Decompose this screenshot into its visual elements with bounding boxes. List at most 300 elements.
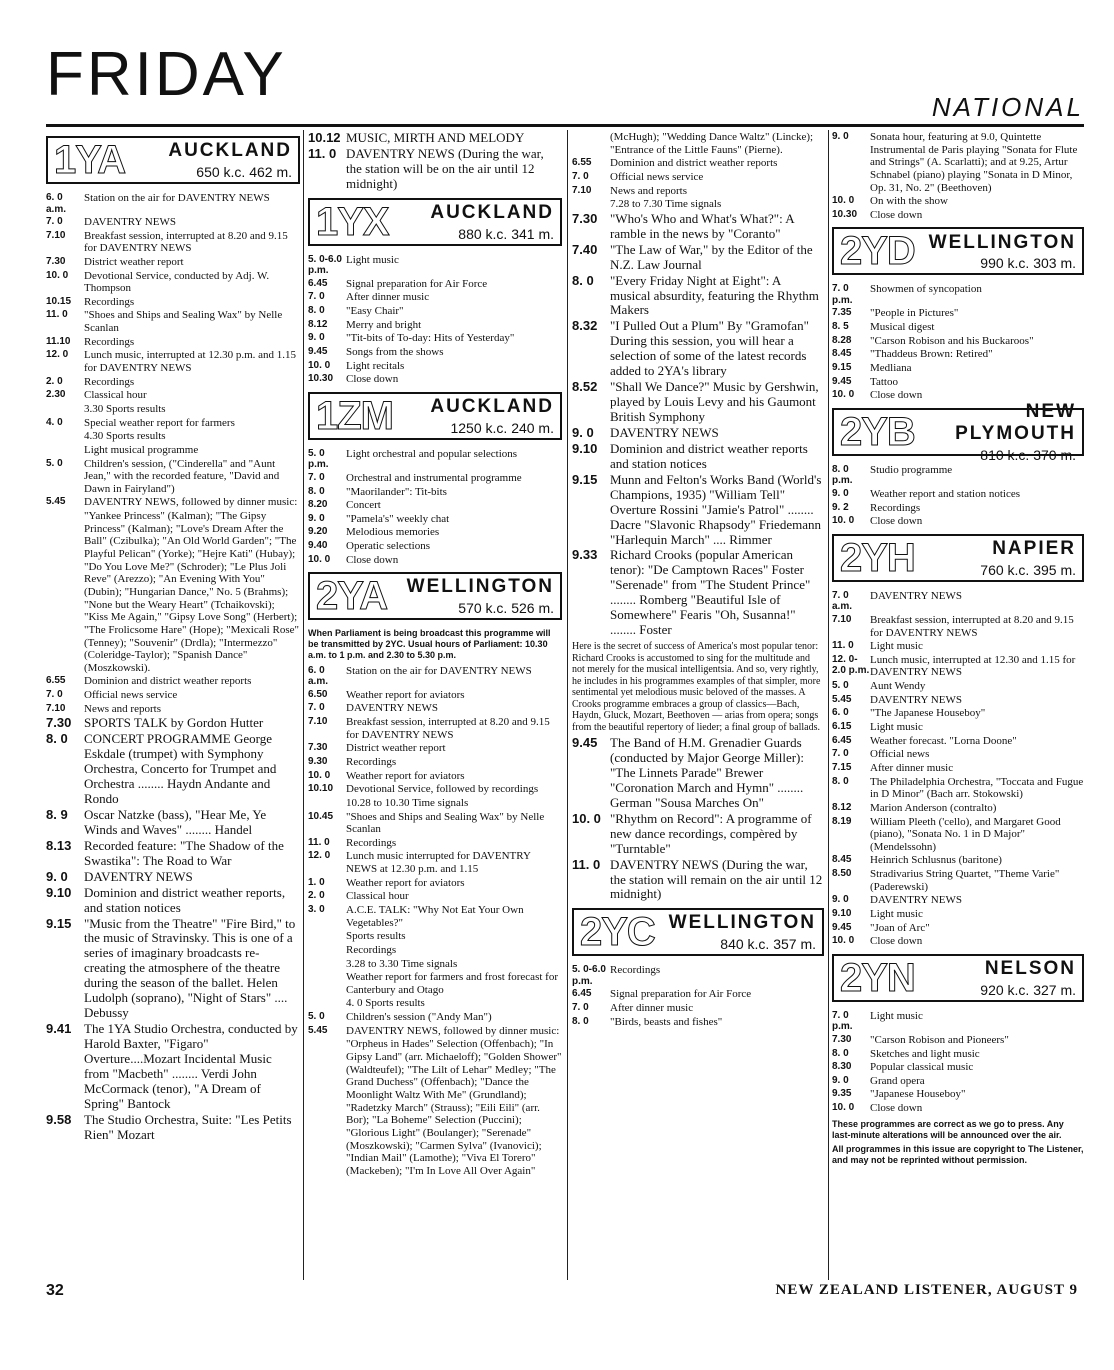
entry-time: 9. 0 bbox=[832, 487, 849, 499]
schedule-entry bbox=[832, 362, 1084, 375]
entry-time: 8.12 bbox=[832, 801, 852, 813]
schedule-entry bbox=[572, 426, 824, 441]
entry-time: 7.10 bbox=[308, 716, 328, 728]
page-title: FRIDAY bbox=[46, 40, 287, 109]
entry-time: 9.40 bbox=[308, 540, 328, 552]
entry-time: 10. 0 bbox=[46, 269, 69, 281]
schedule-list bbox=[308, 254, 562, 386]
station-banner-1yx bbox=[308, 198, 562, 246]
top-rule bbox=[46, 124, 1084, 127]
schedule-entry bbox=[572, 171, 824, 184]
entry-time: 9. 0 bbox=[308, 332, 325, 344]
entry-time: 6.55 bbox=[46, 675, 66, 687]
entry-text: Breakfast session, interrupted at 8.20 and 9.15 for DAVENTRY NEWS bbox=[84, 229, 288, 255]
entry-time: 7. 0 bbox=[46, 689, 63, 701]
schedule-list bbox=[572, 964, 824, 1028]
schedule-entry bbox=[308, 997, 562, 1010]
entry-text: Light music bbox=[870, 1009, 923, 1022]
schedule-entry bbox=[46, 917, 300, 1022]
entry-time: 8.13 bbox=[46, 837, 72, 853]
station-city: NAPIER bbox=[992, 537, 1076, 559]
entry-text: Merry and bright bbox=[346, 318, 422, 331]
schedule-entry bbox=[308, 770, 562, 783]
schedule-list bbox=[572, 212, 824, 638]
entry-time: 7. 0 a.m. bbox=[832, 589, 853, 613]
entry-text: Close down bbox=[870, 208, 923, 221]
entry-time: 10. 0 bbox=[572, 810, 601, 826]
entry-time: 10. 0 bbox=[832, 515, 855, 527]
schedule-entry bbox=[46, 870, 300, 885]
station-city: WELLINGTON bbox=[668, 912, 816, 934]
entry-text: Grand opera bbox=[870, 1074, 925, 1087]
entry-text: Children's session ("Andy Man") bbox=[346, 1011, 492, 1024]
schedule-list bbox=[832, 1010, 1084, 1115]
entry-text: Light musical programme bbox=[84, 443, 199, 456]
schedule-entry bbox=[308, 1038, 562, 1177]
entry-time: 9.15 bbox=[832, 362, 852, 374]
entry-text: 7.28 to 7.30 Time signals bbox=[610, 198, 722, 211]
entry-time: 5. 0 p.m. bbox=[308, 447, 329, 471]
entry-time: 5. 0 bbox=[308, 1011, 325, 1023]
entry-text: "Rhythm on Record": A programme of new dance recordings, compèred by "Turntable" bbox=[610, 810, 812, 856]
schedule-entry bbox=[308, 1025, 562, 1038]
entry-text: Operatic selections bbox=[346, 540, 430, 553]
schedule-entry bbox=[46, 376, 300, 389]
schedule-entry bbox=[46, 675, 300, 688]
entry-time: 7.40 bbox=[572, 241, 598, 257]
station-frequency: 760 k.c. 395 m. bbox=[980, 561, 1076, 578]
entry-time: 3. 0 bbox=[308, 904, 325, 915]
entry-text: Weather report for aviators bbox=[346, 876, 465, 889]
schedule-entry bbox=[832, 1075, 1084, 1088]
entry-text: "Easy Chair" bbox=[346, 305, 404, 318]
entry-text: Close down bbox=[346, 553, 399, 566]
entry-time: 7.10 bbox=[46, 702, 66, 714]
entry-text: Munn and Felton's Works Band (World's Champions, 1935) "William Tell" Overture Rossini "Jamie's Patrol" ........ Dacre "Slavonic Rhapsody" Friedemann "Harlequin March" .... Rimmer bbox=[610, 471, 822, 547]
entry-text: "Tit-bits of To-day: Hits of Yesterday" bbox=[346, 332, 515, 345]
schedule-entry bbox=[832, 209, 1084, 222]
schedule-entry bbox=[832, 816, 1084, 854]
station-city: WELLINGTON bbox=[928, 231, 1076, 253]
entry-text: "Thaddeus Brown: Retired" bbox=[870, 348, 993, 361]
schedule-entry bbox=[308, 554, 562, 567]
entry-time bbox=[308, 797, 346, 810]
schedule-entry bbox=[308, 1011, 562, 1024]
entry-time: 10.30 bbox=[832, 208, 858, 220]
entry-text: Light music bbox=[870, 907, 923, 920]
entry-text: "Pamela's" weekly chat bbox=[346, 512, 450, 525]
entry-text: District weather report bbox=[346, 742, 446, 755]
entry-time bbox=[308, 997, 346, 1010]
entry-text: Aunt Wendy bbox=[870, 680, 926, 693]
schedule-entry bbox=[308, 665, 562, 688]
column-4 bbox=[832, 130, 1084, 1280]
schedule-entry bbox=[308, 689, 562, 702]
schedule-entry bbox=[46, 216, 300, 229]
entry-text: Dominion and district weather reports bbox=[84, 675, 252, 688]
entry-time: 12. 0 bbox=[308, 850, 331, 862]
entry-text: Official news service bbox=[610, 170, 704, 183]
schedule-entry bbox=[308, 486, 562, 499]
station-banner-1zm bbox=[308, 392, 562, 440]
entry-text: Medliana bbox=[870, 362, 912, 375]
schedule-entry bbox=[308, 971, 562, 996]
entry-text: CONCERT PROGRAMME George Eskdale (trumpet) with Symphony Orchestra, Concerto for Trumpet and Orchestra ........ Haydn Andante and Rondo bbox=[84, 731, 277, 807]
entry-text: DAVENTRY NEWS (During the war, the station will remain on the air until 12 midnight) bbox=[610, 856, 823, 902]
entry-time: 9.45 bbox=[832, 375, 852, 387]
station-banner-2yh bbox=[832, 534, 1084, 582]
column-3 bbox=[572, 130, 824, 1280]
entry-time: 7. 0 bbox=[308, 471, 325, 483]
entry-text: Recordings bbox=[346, 836, 397, 849]
schedule-entry bbox=[572, 442, 824, 472]
entry-text: Recordings bbox=[346, 943, 397, 956]
entry-time bbox=[572, 198, 610, 211]
schedule-entry bbox=[46, 256, 300, 269]
entry-text: Classical hour bbox=[346, 890, 409, 903]
entry-text: 4.30 Sports results bbox=[84, 430, 166, 443]
schedule-entry bbox=[46, 430, 300, 443]
schedule-entry bbox=[308, 797, 562, 810]
entry-text: "Carson Robison and his Buckaroos" bbox=[870, 334, 1034, 347]
entry-time: 7.10 bbox=[832, 613, 852, 625]
station-banner-2ya bbox=[308, 572, 562, 620]
entry-text: Signal preparation for Air Force bbox=[610, 988, 752, 1001]
entry-text: On with the show bbox=[870, 195, 948, 208]
entry-text: The 1YA Studio Orchestra, conducted by Harold Baxter, "Figaro" Overture....Mozart Incidental Music from "Macbeth" ........ Verdi John McCormack (tenor), "A Dream of Spring" Bantock bbox=[84, 1021, 298, 1111]
entry-text: "Yankee Princess" (Kalman); "The Gipsy Princess" (Kalman); "Love's Dream After the Ball" (Czibulka); "An Old World Garden"; "The Playful Pelican" (Yorke); "Hejre Kati" (Hubay); "Do You Love Me?" (Schroder); "Le Plus Joli Reve" (Arezzo); "An Evening With You" (Dubin); "Hungarian Dance," No. 5 (Brahms); "None but the Weary Heart" (Tchaikovski); "Kiss Me Again," "Gipsy Love Song" (Herbert); "The Frolicsome Hare" (Hope); "Mexicali Rose" (Tenney); "Souvenir" (Drdla); "Intermezzo" (Coleridge-Taylor); "Spanish Dance" (Moszkowski). bbox=[84, 510, 299, 674]
entry-time: 5. 0 bbox=[832, 680, 849, 692]
entry-text: Sports results bbox=[346, 930, 406, 943]
entry-time: 8.52 bbox=[572, 379, 598, 395]
entry-time: 7.30 bbox=[572, 210, 598, 226]
entry-text: The Philadelphia Orchestra, "Toccata and Fugue in D Minor" (Bach arr. Stokowski) bbox=[870, 775, 1084, 801]
schedule-entry bbox=[832, 802, 1084, 815]
schedule-entry bbox=[46, 1113, 300, 1143]
station-frequency: 650 k.c. 462 m. bbox=[196, 163, 292, 180]
entry-time: 9.45 bbox=[308, 345, 328, 357]
station-frequency: 840 k.c. 357 m. bbox=[720, 936, 816, 953]
schedule-entry bbox=[832, 922, 1084, 935]
entry-text: Devotional Service, conducted by Adj. W. Thompson bbox=[84, 269, 270, 295]
entry-time: 9.20 bbox=[308, 526, 328, 538]
schedule-entry bbox=[832, 935, 1084, 948]
schedule-entry bbox=[46, 309, 300, 334]
entry-time: 12. 0-2.0 p.m. bbox=[832, 653, 870, 677]
correction-note: These programmes are correct as we go to press. Any last-minute alterations will be announced over the air. bbox=[832, 1118, 1064, 1140]
entry-time: 7. 0 bbox=[572, 170, 589, 182]
entry-text: Dominion and district weather reports, and station notices bbox=[84, 884, 286, 915]
entry-text: Weather forecast. "Lorna Doone" bbox=[870, 734, 1017, 747]
entry-time: 12. 0 bbox=[46, 349, 69, 361]
entry-text: Light orchestral and popular selections bbox=[346, 447, 518, 460]
entry-time: 10. 0 bbox=[832, 195, 855, 207]
entry-text: Official news bbox=[870, 748, 930, 761]
entry-text: "Who's Who and What's What?": A ramble in the news by "Coranto" bbox=[610, 210, 794, 241]
entry-text: "The Law of War," by the Editor of the N.Z. Law Journal bbox=[610, 241, 813, 272]
entry-time: 8. 0 bbox=[308, 305, 325, 317]
entry-time: 7.15 bbox=[832, 761, 852, 773]
schedule-entry bbox=[308, 332, 562, 345]
entry-time: 8. 5 bbox=[832, 321, 849, 333]
schedule-entry bbox=[832, 1088, 1084, 1101]
entry-text: 3.28 to 3.30 Time signals bbox=[346, 957, 458, 970]
station-banner-2yc bbox=[572, 908, 824, 956]
entry-text: Breakfast session, interrupted at 8.20 and 9.15 for DAVENTRY NEWS bbox=[870, 613, 1074, 639]
schedule-list bbox=[572, 131, 824, 211]
schedule-entry bbox=[572, 157, 824, 170]
callsign: 1ZM bbox=[316, 393, 393, 438]
callsign: 2YN bbox=[840, 955, 915, 1000]
schedule-entry bbox=[832, 502, 1084, 515]
entry-time bbox=[308, 958, 346, 971]
entry-time: 6. 0 bbox=[832, 707, 849, 719]
schedule-entry bbox=[308, 131, 562, 146]
schedule-list bbox=[832, 464, 1084, 528]
entry-text: Light recitals bbox=[346, 359, 405, 372]
entry-text: Recordings bbox=[84, 375, 135, 388]
entry-time: 6.45 bbox=[832, 734, 852, 746]
entry-text: The Studio Orchestra, Suite: "Les Petits Rien" Mozart bbox=[84, 1111, 292, 1142]
entry-text: "Joan of Arc" bbox=[870, 921, 930, 934]
entry-text: "Birds, beasts and fishes" bbox=[610, 1015, 723, 1028]
entry-text: DAVENTRY NEWS bbox=[610, 424, 719, 440]
entry-time: 10. 0 bbox=[832, 389, 855, 401]
schedule-entry bbox=[832, 283, 1084, 306]
schedule-entry bbox=[308, 499, 562, 512]
schedule-entry bbox=[308, 305, 562, 318]
entry-text: Richard Crooks (popular American tenor): "De Camptown Races" Foster "Serenade" from "The Student Prince" ........ Romberg "Beautiful Isle of Somewhere" Fearis "Oh, Susanna!" ........ Foster bbox=[610, 547, 811, 638]
entry-time: 10. 0 bbox=[832, 1102, 855, 1114]
entry-time: 10. 0 bbox=[308, 769, 331, 781]
schedule-entry bbox=[308, 472, 562, 485]
entry-time: 6.15 bbox=[832, 721, 852, 733]
entry-time: 5. 0 bbox=[46, 457, 63, 469]
entry-time bbox=[46, 403, 84, 416]
schedule-entry bbox=[308, 958, 562, 971]
schedule-entry bbox=[572, 1016, 824, 1029]
entry-text: 10.28 to 10.30 Time signals bbox=[346, 796, 469, 809]
schedule-entry bbox=[308, 783, 562, 796]
entry-time: 8. 0 bbox=[832, 1047, 849, 1059]
schedule-entry bbox=[832, 735, 1084, 748]
entry-text: Official news service bbox=[84, 689, 178, 702]
entry-time: 6. 0 a.m. bbox=[46, 192, 67, 215]
entry-text: The Band of H.M. Grenadier Guards (conducted by Major George Miller): "The Linnets Parade" Brewer "Coronation March and Hymn" ........ German "Sousa Marches On" bbox=[610, 735, 804, 810]
station-city: NELSON bbox=[984, 957, 1076, 979]
schedule-entry bbox=[46, 230, 300, 255]
schedule-entry bbox=[46, 403, 300, 416]
entry-text: 4. 0 Sports results bbox=[346, 997, 425, 1010]
schedule-list bbox=[572, 736, 824, 902]
entry-time: 11. 0 bbox=[308, 836, 330, 848]
schedule-list bbox=[46, 716, 300, 1142]
entry-text: Concert bbox=[346, 499, 381, 512]
entry-time: 11. 0 bbox=[832, 640, 854, 652]
schedule-entry bbox=[308, 291, 562, 304]
entry-text: Orchestral and instrumental programme bbox=[346, 471, 522, 484]
column-2 bbox=[308, 130, 562, 1280]
schedule-entry bbox=[572, 319, 824, 379]
schedule-entry bbox=[832, 389, 1084, 402]
schedule-entry bbox=[832, 515, 1084, 528]
copyright-note: All programmes in this issue are copyright to The Listener, and may not be reprinted without permission. bbox=[832, 1144, 1084, 1166]
schedule-entry bbox=[46, 510, 300, 674]
entry-time: 10.10 bbox=[308, 783, 334, 795]
entry-time: 7.10 bbox=[572, 184, 592, 196]
schedule-entry bbox=[46, 417, 300, 430]
entry-time: 6.45 bbox=[308, 277, 328, 289]
entry-text: "Shoes and Ships and Sealing Wax" by Nelle Scanlan bbox=[346, 810, 545, 836]
schedule-entry bbox=[572, 274, 824, 319]
schedule-entry bbox=[308, 904, 562, 929]
schedule-entry bbox=[832, 195, 1084, 208]
entry-time: 6.50 bbox=[308, 688, 328, 700]
column-divider bbox=[567, 130, 568, 1280]
entry-time: 7.30 bbox=[308, 742, 328, 754]
entry-text: William Pleeth ('cello), and Margaret Good (piano), "Sonata No. 1 in D Major" (Mendelssohn) bbox=[870, 815, 1061, 853]
entry-time: 9. 2 bbox=[832, 501, 849, 513]
schedule-entry bbox=[832, 131, 1084, 194]
schedule-entry bbox=[46, 192, 300, 215]
schedule-entry bbox=[46, 389, 300, 402]
station-frequency: 570 k.c. 526 m. bbox=[458, 600, 554, 617]
schedule-entry bbox=[308, 930, 562, 943]
entry-time: 8. 0 bbox=[832, 775, 849, 787]
entry-text: DAVENTRY NEWS bbox=[346, 702, 438, 715]
schedule-entry bbox=[572, 964, 824, 987]
entry-time: 11. 0 bbox=[572, 856, 601, 872]
parliament-note: When Parliament is being broadcast this programme will be transmitted by 2YC. Usual hours of Parliament: 10.30 a.m. to 1 p.m. and 2.30 to 5.30 p.m. bbox=[308, 628, 551, 660]
schedule-entry bbox=[572, 131, 824, 156]
entry-time: 9. 0 bbox=[46, 868, 68, 884]
entry-text: Musical digest bbox=[870, 321, 935, 334]
schedule-entry bbox=[832, 307, 1084, 320]
schedule-list bbox=[308, 131, 562, 192]
entry-time: 6. 0 a.m. bbox=[308, 664, 329, 688]
schedule-entry bbox=[572, 736, 824, 811]
entry-text: Recorded feature: "The Shadow of the Swastika": The Road to War bbox=[84, 837, 284, 868]
station-frequency: 880 k.c. 341 m. bbox=[458, 225, 554, 242]
entry-text: News and reports bbox=[610, 184, 687, 197]
schedule-entry bbox=[572, 185, 824, 198]
schedule-list bbox=[308, 665, 562, 1178]
entry-text: A.C.E. TALK: "Why Not Eat Your Own Vegetables?" bbox=[346, 904, 524, 929]
schedule-entry bbox=[308, 540, 562, 553]
entry-time: 9.45 bbox=[832, 921, 852, 933]
schedule-entry bbox=[572, 473, 824, 548]
schedule-entry bbox=[832, 776, 1084, 801]
entry-text: Marion Anderson (contralto) bbox=[870, 801, 997, 814]
entry-text: Light music bbox=[346, 253, 399, 266]
column-1 bbox=[46, 130, 300, 1280]
schedule-entry bbox=[832, 590, 1084, 613]
schedule-entry bbox=[572, 988, 824, 1001]
callsign: 2YH bbox=[840, 535, 915, 580]
schedule-entry bbox=[46, 808, 300, 838]
station-frequency: 1250 k.c. 240 m. bbox=[450, 419, 554, 436]
entry-text: Close down bbox=[870, 935, 923, 948]
schedule-entry bbox=[832, 854, 1084, 867]
entry-text: "Japanese Houseboy" bbox=[870, 1088, 966, 1101]
entry-text: Weather report for farmers and frost forecast for Canterbury and Otago bbox=[346, 971, 558, 996]
entry-text: Light music bbox=[870, 640, 923, 653]
entry-text: Recordings bbox=[870, 501, 921, 514]
entry-text: "I Pulled Out a Plum" By "Gramofan" During this session, you will hear a selection of some of the latest records added to 2YA's library bbox=[610, 318, 809, 379]
entry-time: 9.35 bbox=[832, 1088, 852, 1100]
entry-time: 5.45 bbox=[46, 496, 66, 508]
entry-time: 7.35 bbox=[832, 307, 852, 319]
entry-time: 9. 0 bbox=[832, 1074, 849, 1086]
schedule-entry bbox=[46, 689, 300, 702]
schedule-list bbox=[46, 192, 300, 715]
schedule-entry bbox=[832, 707, 1084, 720]
entry-time: 4. 0 bbox=[46, 416, 63, 428]
schedule-entry bbox=[46, 444, 300, 457]
entry-time: 9.58 bbox=[46, 1111, 72, 1127]
schedule-entry bbox=[832, 748, 1084, 761]
crooks-paragraph: Here is the secret of success of America's most popular tenor: Richard Crooks is accustomed to sing for the multitude and not merely for the musical intelligentsia. And so, very rightly, he includes in his programmes examples of that simpler, more sentimental yet melodious music beloved of the masses. A Crooks programme embraces a group of classics—Bach, Haydn, Gluck, Mozart, Beethoven — arias from opera; songs from the beautiful repertory of lieder; a final group of ballads. bbox=[572, 641, 821, 733]
entry-time: 8.30 bbox=[832, 1061, 852, 1073]
schedule-entry bbox=[46, 296, 300, 309]
publication-footer: NEW ZEALAND LISTENER, AUGUST 9 bbox=[775, 1282, 1078, 1298]
column-divider bbox=[828, 130, 829, 1280]
schedule-entry bbox=[308, 278, 562, 291]
entry-time bbox=[308, 930, 346, 943]
schedule-entry bbox=[46, 270, 300, 295]
entry-time: 10.30 bbox=[308, 373, 334, 385]
entry-text: District weather report bbox=[84, 255, 184, 268]
schedule-entry bbox=[832, 614, 1084, 639]
entry-text: DAVENTRY NEWS bbox=[84, 216, 176, 228]
entry-text: Songs from the shows bbox=[346, 345, 444, 358]
entry-text: Tattoo bbox=[870, 375, 898, 388]
entry-text: Recordings bbox=[84, 295, 135, 308]
schedule-entry bbox=[308, 742, 562, 755]
entry-time: 11. 0 bbox=[46, 309, 68, 321]
entry-time: 7. 0 bbox=[308, 702, 325, 714]
entry-text: Recordings bbox=[84, 335, 135, 348]
entry-time: 7. 0 bbox=[832, 748, 849, 760]
station-frequency: 810 k.c. 370 m. bbox=[980, 446, 1076, 463]
entry-time bbox=[572, 131, 610, 156]
entry-text: "Shoes and Ships and Sealing Wax" by Nelle Scanlan bbox=[84, 309, 283, 335]
entry-text: After dinner music bbox=[346, 291, 430, 304]
schedule-entry bbox=[308, 526, 562, 539]
schedule-entry bbox=[572, 548, 824, 638]
schedule-entry bbox=[832, 1061, 1084, 1074]
schedule-entry bbox=[46, 349, 300, 374]
schedule-entry bbox=[308, 513, 562, 526]
entry-time: 8.45 bbox=[832, 854, 852, 866]
station-city: AUCKLAND bbox=[430, 201, 554, 223]
entry-text: Light music bbox=[870, 721, 923, 734]
entry-text: DAVENTRY NEWS bbox=[84, 868, 193, 884]
schedule-entry bbox=[832, 1034, 1084, 1047]
entry-text: Showmen of syncopation bbox=[870, 283, 982, 296]
entry-text: DAVENTRY NEWS bbox=[870, 894, 962, 907]
schedule-entry bbox=[308, 944, 562, 957]
station-banner-2yn bbox=[832, 954, 1084, 1002]
station-banner-2yd bbox=[832, 227, 1084, 275]
entry-time bbox=[308, 1038, 346, 1177]
entry-time: 7.30 bbox=[46, 255, 66, 267]
schedule-entry bbox=[832, 1048, 1084, 1061]
schedule-list bbox=[308, 448, 562, 566]
schedule-entry bbox=[832, 1010, 1084, 1033]
entry-time: 8. 0 bbox=[572, 272, 594, 288]
entry-time: 9.10 bbox=[572, 440, 598, 456]
